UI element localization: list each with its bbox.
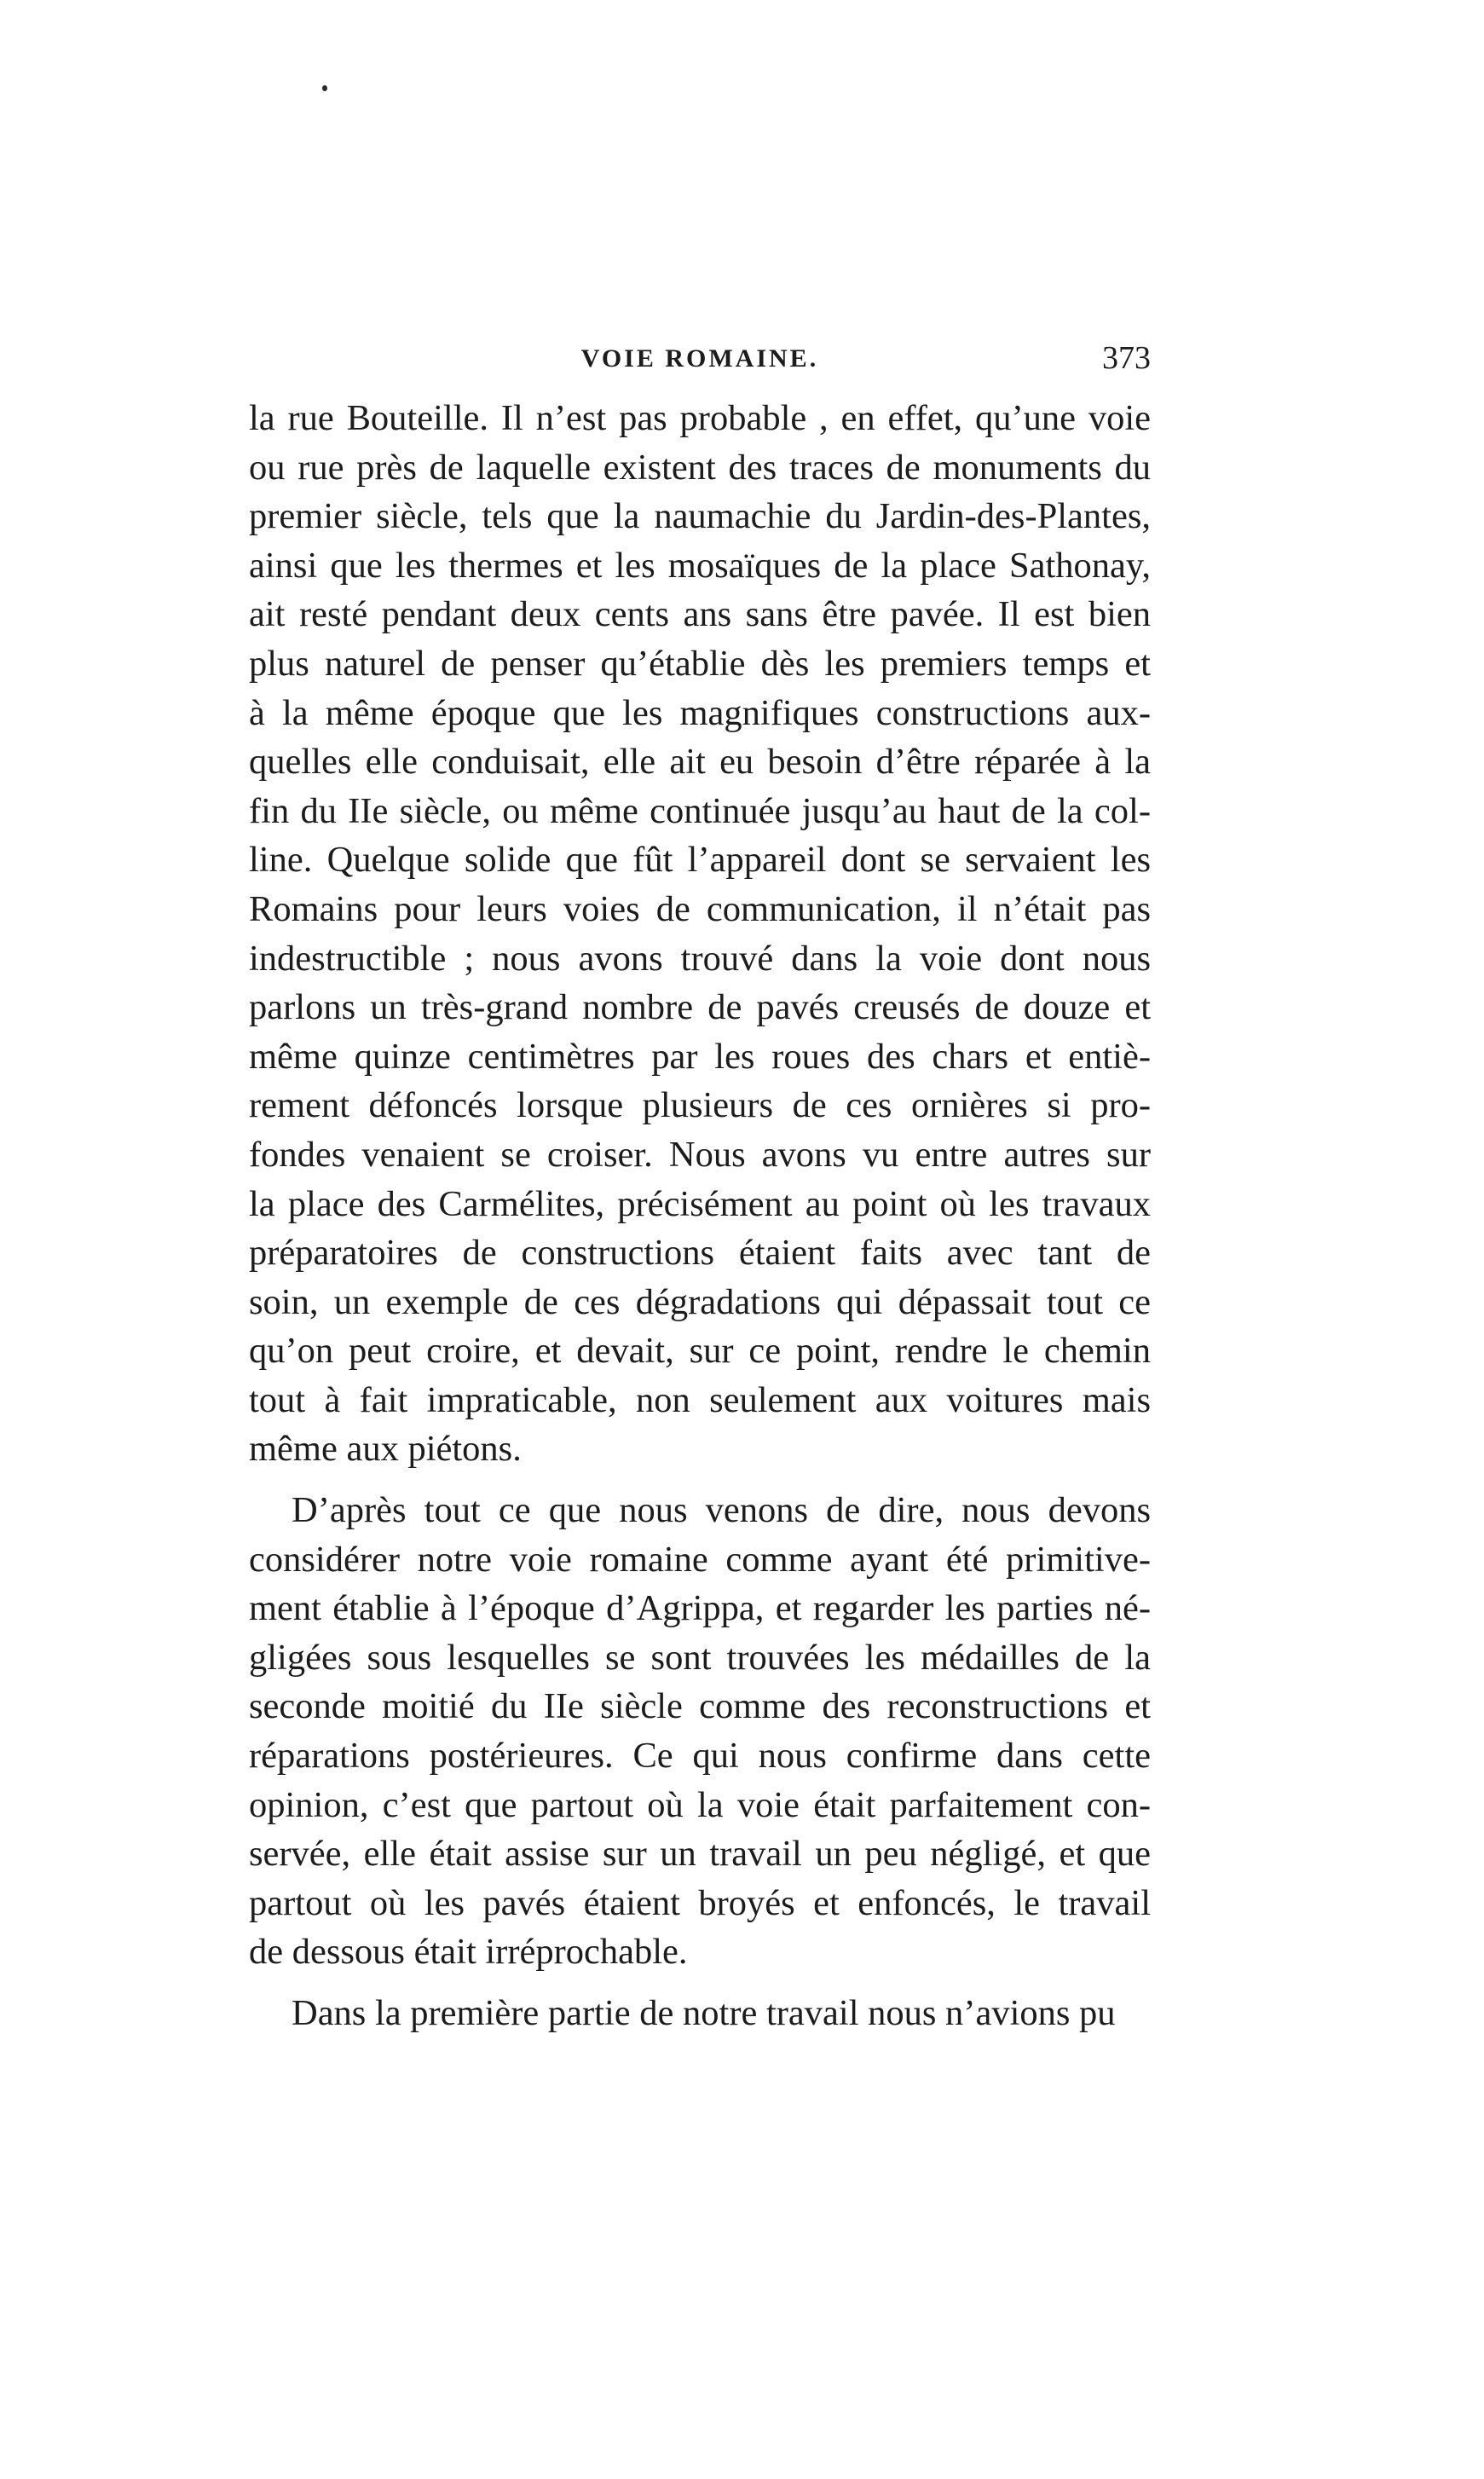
- text-line: de dessous était irréprochable.: [249, 1932, 688, 1973]
- paragraph: [249, 1486, 1151, 1977]
- text-line: Dans la première partie de notre travail nous n’avions pu: [292, 1993, 1116, 2033]
- text-line: servée, elle était assise sur un travail un peu négligé, et que: [249, 1834, 1151, 1875]
- paragraph-gap: [249, 1474, 1151, 1486]
- running-title: VOIE ROMAINE.: [580, 344, 819, 373]
- text-line: opinion, c’est que partout où la voie était parfaitement con-: [249, 1784, 1151, 1825]
- text-line: D’après tout ce que nous venons de dire, nous devons: [292, 1490, 1151, 1531]
- text-line: ait resté pendant deux cents ans sans être pavée. Il est bien: [249, 594, 1151, 635]
- text-line: la place des Carmélites, précisément au point où les travaux: [249, 1183, 1151, 1224]
- text-line: préparatoires de constructions étaient faits avec tant de: [249, 1233, 1151, 1274]
- text-line: ment établie à l’époque d’Agrippa, et regarder les parties né-: [249, 1588, 1151, 1629]
- text-line: soin, un exemple de ces dégradations qui dépassait tout ce: [249, 1281, 1151, 1322]
- running-head: [249, 339, 1151, 384]
- text-line: considérer notre voie romaine comme ayant été primitive-: [249, 1539, 1151, 1580]
- text-line: partout où les pavés étaient broyés et enfoncés, le travail: [249, 1882, 1151, 1923]
- text-line: la rue Bouteille. Il n’est pas probable , en effet, qu’une voie: [249, 398, 1151, 438]
- text-line: même quinze centimètres par les roues des chars et entiè-: [249, 1036, 1151, 1077]
- paragraph: [249, 394, 1151, 1474]
- text-line: ainsi que les thermes et les mosaïques de la place Sathonay,: [249, 545, 1151, 586]
- text-line: fondes venaient se croiser. Nous avons vu entre autres sur: [249, 1134, 1151, 1175]
- text-line: tout à fait impraticable, non seulement aux voitures mais: [249, 1379, 1151, 1420]
- text-line: seconde moitié du IIe siècle comme des reconstructions et: [249, 1686, 1151, 1727]
- page-number: 373: [1102, 340, 1151, 376]
- text-line: Romains pour leurs voies de communication, il n’était pas: [249, 888, 1151, 929]
- text-line: plus naturel de penser qu’établie dès les premiers temps et: [249, 643, 1151, 684]
- text-line: parlons un très-grand nombre de pavés creusés de douze et: [249, 987, 1151, 1028]
- text-line: indestructible ; nous avons trouvé dans la voie dont nous: [249, 938, 1151, 979]
- text-line: rement défoncés lorsque plusieurs de ces ornières si pro-: [249, 1085, 1151, 1126]
- paragraph-gap: [249, 1977, 1151, 1989]
- text-line: line. Quelque solide que fût l’appareil dont se servaient les: [249, 840, 1151, 881]
- text-line: ou rue près de laquelle existent des traces de monuments du: [249, 447, 1151, 488]
- text-line: qu’on peut croire, et devait, sur ce point, rendre le chemin: [249, 1331, 1151, 1372]
- paragraph: [249, 1989, 1151, 2038]
- text-line: même aux piétons.: [249, 1429, 522, 1470]
- text-line: à la même époque que les magnifiques constructions aux-: [249, 692, 1151, 733]
- text-line: premier siècle, tels que la naumachie du Jardin-des-Plantes,: [249, 496, 1151, 537]
- text-line: réparations postérieures. Ce qui nous confirme dans cette: [249, 1736, 1151, 1777]
- text-line: fin du IIe siècle, ou même continuée jusqu’au haut de la col-: [249, 790, 1151, 831]
- text-line: quelles elle conduisait, elle ait eu besoin d’être réparée à la: [249, 742, 1151, 783]
- body-text: [249, 394, 1151, 2038]
- ink-speck: [322, 85, 327, 91]
- text-line: gligées sous lesquelles se sont trouvées les médailles de la: [249, 1637, 1151, 1678]
